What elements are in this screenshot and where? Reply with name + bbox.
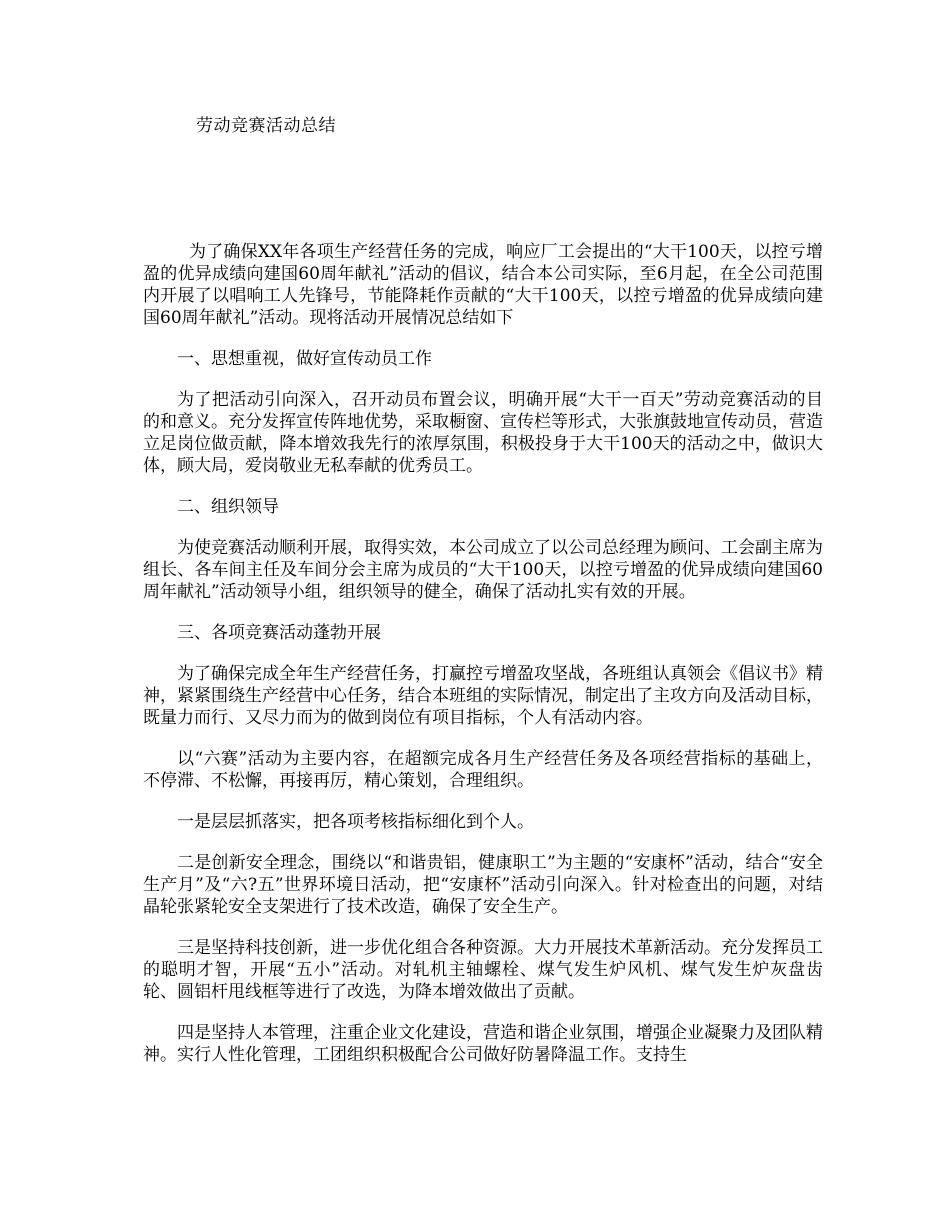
section-heading-3: 三、各项竞赛活动蓬勃开展 [177,623,381,643]
body-paragraph: 为了确保完成全年生产经营任务，打赢控亏增盈攻坚战，各班组认真领会《倡议书》精神，紧紧围绕生产经营中心任务，结合本班组的实际情况，制定出了主攻方向及活动目标，既量力而行、又尽力而为的做到岗位有项目指标，个人有活动内容。 [143,664,823,728]
body-paragraph: 以“六赛”活动为主要内容，在超额完成各月生产经营任务及各项经营指标的基础上，不停滞、不松懈，再接再厉，精心策划，合理组织。 [143,749,823,791]
body-paragraph: 三是坚持科技创新，进一步优化组合各种资源。大力开展技术革新活动。充分发挥员工的聪明才智，开展“五小”活动。对轧机主轴螺栓、煤气发生炉风机、煤气发生炉灰盘齿轮、圆铝杆甩线框等进行了改选，为降本增效做出了贡献。 [143,938,823,1002]
section-heading-2: 二、组织领导 [177,497,279,517]
document-body [143,241,823,1085]
intro-paragraph: 为了确保XX年各项生产经营任务的完成，响应厂工会提出的“大干100天，以控亏增盈的优异成绩向建国60周年献礼”活动的倡议，结合本公司实际，至6月起，在全公司范围内开展了以唱响工人先锋号，节能降耗作贡献的“大干100天，以控亏增盈的优异成绩向建国60周年献礼”活动。现将活动开展情况总结如下 [143,242,823,328]
body-paragraph: 一是层层抓落实，把各项考核指标细化到个人。 [177,812,534,832]
body-paragraph: 为使竞赛活动顺利开展，取得实效，本公司成立了以公司总经理为顾问、工会副主席为组长、各车间主任及车间分会主席为成员的“大干100天，以控亏增盈的优异成绩向建国60周年献礼”活动领导小组，组织领导的健全，确保了活动扎实有效的开展。 [143,538,823,602]
body-paragraph: 二是创新安全理念，围绕以“和谐贵铝，健康职工”为主题的“安康杯”活动，结合“安全生产月”及“六?五”世界环境日活动，把“安康杯”活动引向深入。针对检查出的问题，对结晶轮张紧轮安全支架进行了技术改造，确保了安全生产。 [143,853,823,917]
section-heading-1: 一、思想重视，做好宣传动员工作 [177,349,432,369]
body-paragraph: 四是坚持人本管理，注重企业文化建设，营造和谐企业氛围，增强企业凝聚力及团队精神。实行人性化管理，工团组织积极配合公司做好防暑降温工作。支持生 [143,1023,823,1065]
document-title: 劳动竞赛活动总结 [196,116,336,136]
body-paragraph: 为了把活动引向深入，召开动员布置会议，明确开展“大干一百天”劳动竞赛活动的目的和意义。充分发挥宣传阵地优势，采取橱窗、宣传栏等形式，大张旗鼓地宣传动员，营造立足岗位做贡献，降本增效我先行的浓厚氛围，积极投身于大干100天的活动之中，做识大体，顾大局，爱岗敬业无私奉献的优秀员工。 [143,390,823,476]
